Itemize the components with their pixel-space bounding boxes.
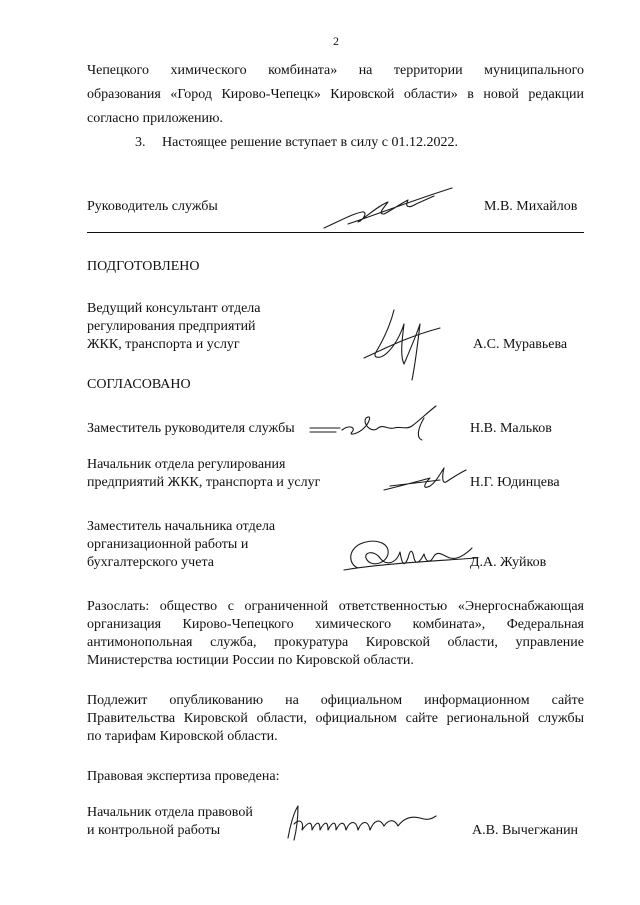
prepared-role-line-1: Ведущий консультант отдела [87,301,261,316]
agreed-signer-1-name: Н.В. Мальков [470,421,552,436]
legal-name: А.В. Вычегжанин [472,823,579,838]
agreed-signer-2-role-line-1: Начальник отдела регулирования [87,457,286,472]
legal-role-line-1: Начальник отдела правовой [87,805,253,820]
divider-line [87,232,584,233]
agreed-heading: СОГЛАСОВАНО [87,377,191,392]
signature-prepared-icon [360,306,450,386]
intro-line-2: образования «Город Кирово-Чепецк» Кировской области» в новой редакции [87,87,584,102]
intro-line-1: Чепецкого химического комбината» на территории муниципального [87,63,584,78]
agreed-signer-1-role: Заместитель руководителя службы [87,421,295,436]
signature-deputy-head-icon [306,400,456,446]
publication-line-2: Правительства Кировской области, официальном сайте региональной службы [87,711,584,726]
signature-head-icon [318,184,458,236]
item-3-text: Настоящее решение вступает в силу с 01.12.2022. [162,135,458,150]
distribution-line-1: Разослать: общество с ограниченной ответственностью «Энергоснабжающая [87,599,584,614]
legal-role-line-2: и контрольной работы [87,823,221,838]
publication-line-3: по тарифам Кировской области. [87,729,278,744]
intro-line-3: согласно приложению. [87,111,223,126]
signature-legal-head-icon [280,800,440,844]
agreed-signer-3-role-line-2: организационной работы и [87,537,249,552]
agreed-signer-3-name: Д.А. Жуйков [470,555,547,570]
agreed-signer-3-role-line-3: бухгалтерского учета [87,555,214,570]
distribution-line-4: Министерства юстиции России по Кировской области. [87,653,414,668]
legal-heading: Правовая экспертиза проведена: [87,769,280,784]
agreed-signer-2-name: Н.Г. Юдинцева [470,475,560,490]
signature-regulation-head-icon [380,462,470,496]
distribution-line-3: антимонопольная служба, прокуратура Кировской области, управление [87,635,584,650]
publication-line-1: Подлежит опубликованию на официальном информационном сайте [87,693,584,708]
agreed-signer-3-role-line-1: Заместитель начальника отдела [87,519,276,534]
distribution-line-2: организация Кирово-Чепецкого химического комбината», Федеральная [87,617,584,632]
head-name: М.В. Михайлов [484,199,578,214]
prepared-role-line-3: ЖКК, транспорта и услуг [87,337,240,352]
item-3-number: 3. [135,135,146,150]
signature-accounting-deputy-icon [340,528,480,576]
prepared-name: А.С. Муравьева [473,337,568,352]
head-role: Руководитель службы [87,199,218,214]
agreed-signer-2-role-line-2: предприятий ЖКК, транспорта и услуг [87,475,321,490]
prepared-role-line-2: регулирования предприятий [87,319,256,334]
page-number: 2 [333,34,339,48]
prepared-heading: ПОДГОТОВЛЕНО [87,259,200,274]
